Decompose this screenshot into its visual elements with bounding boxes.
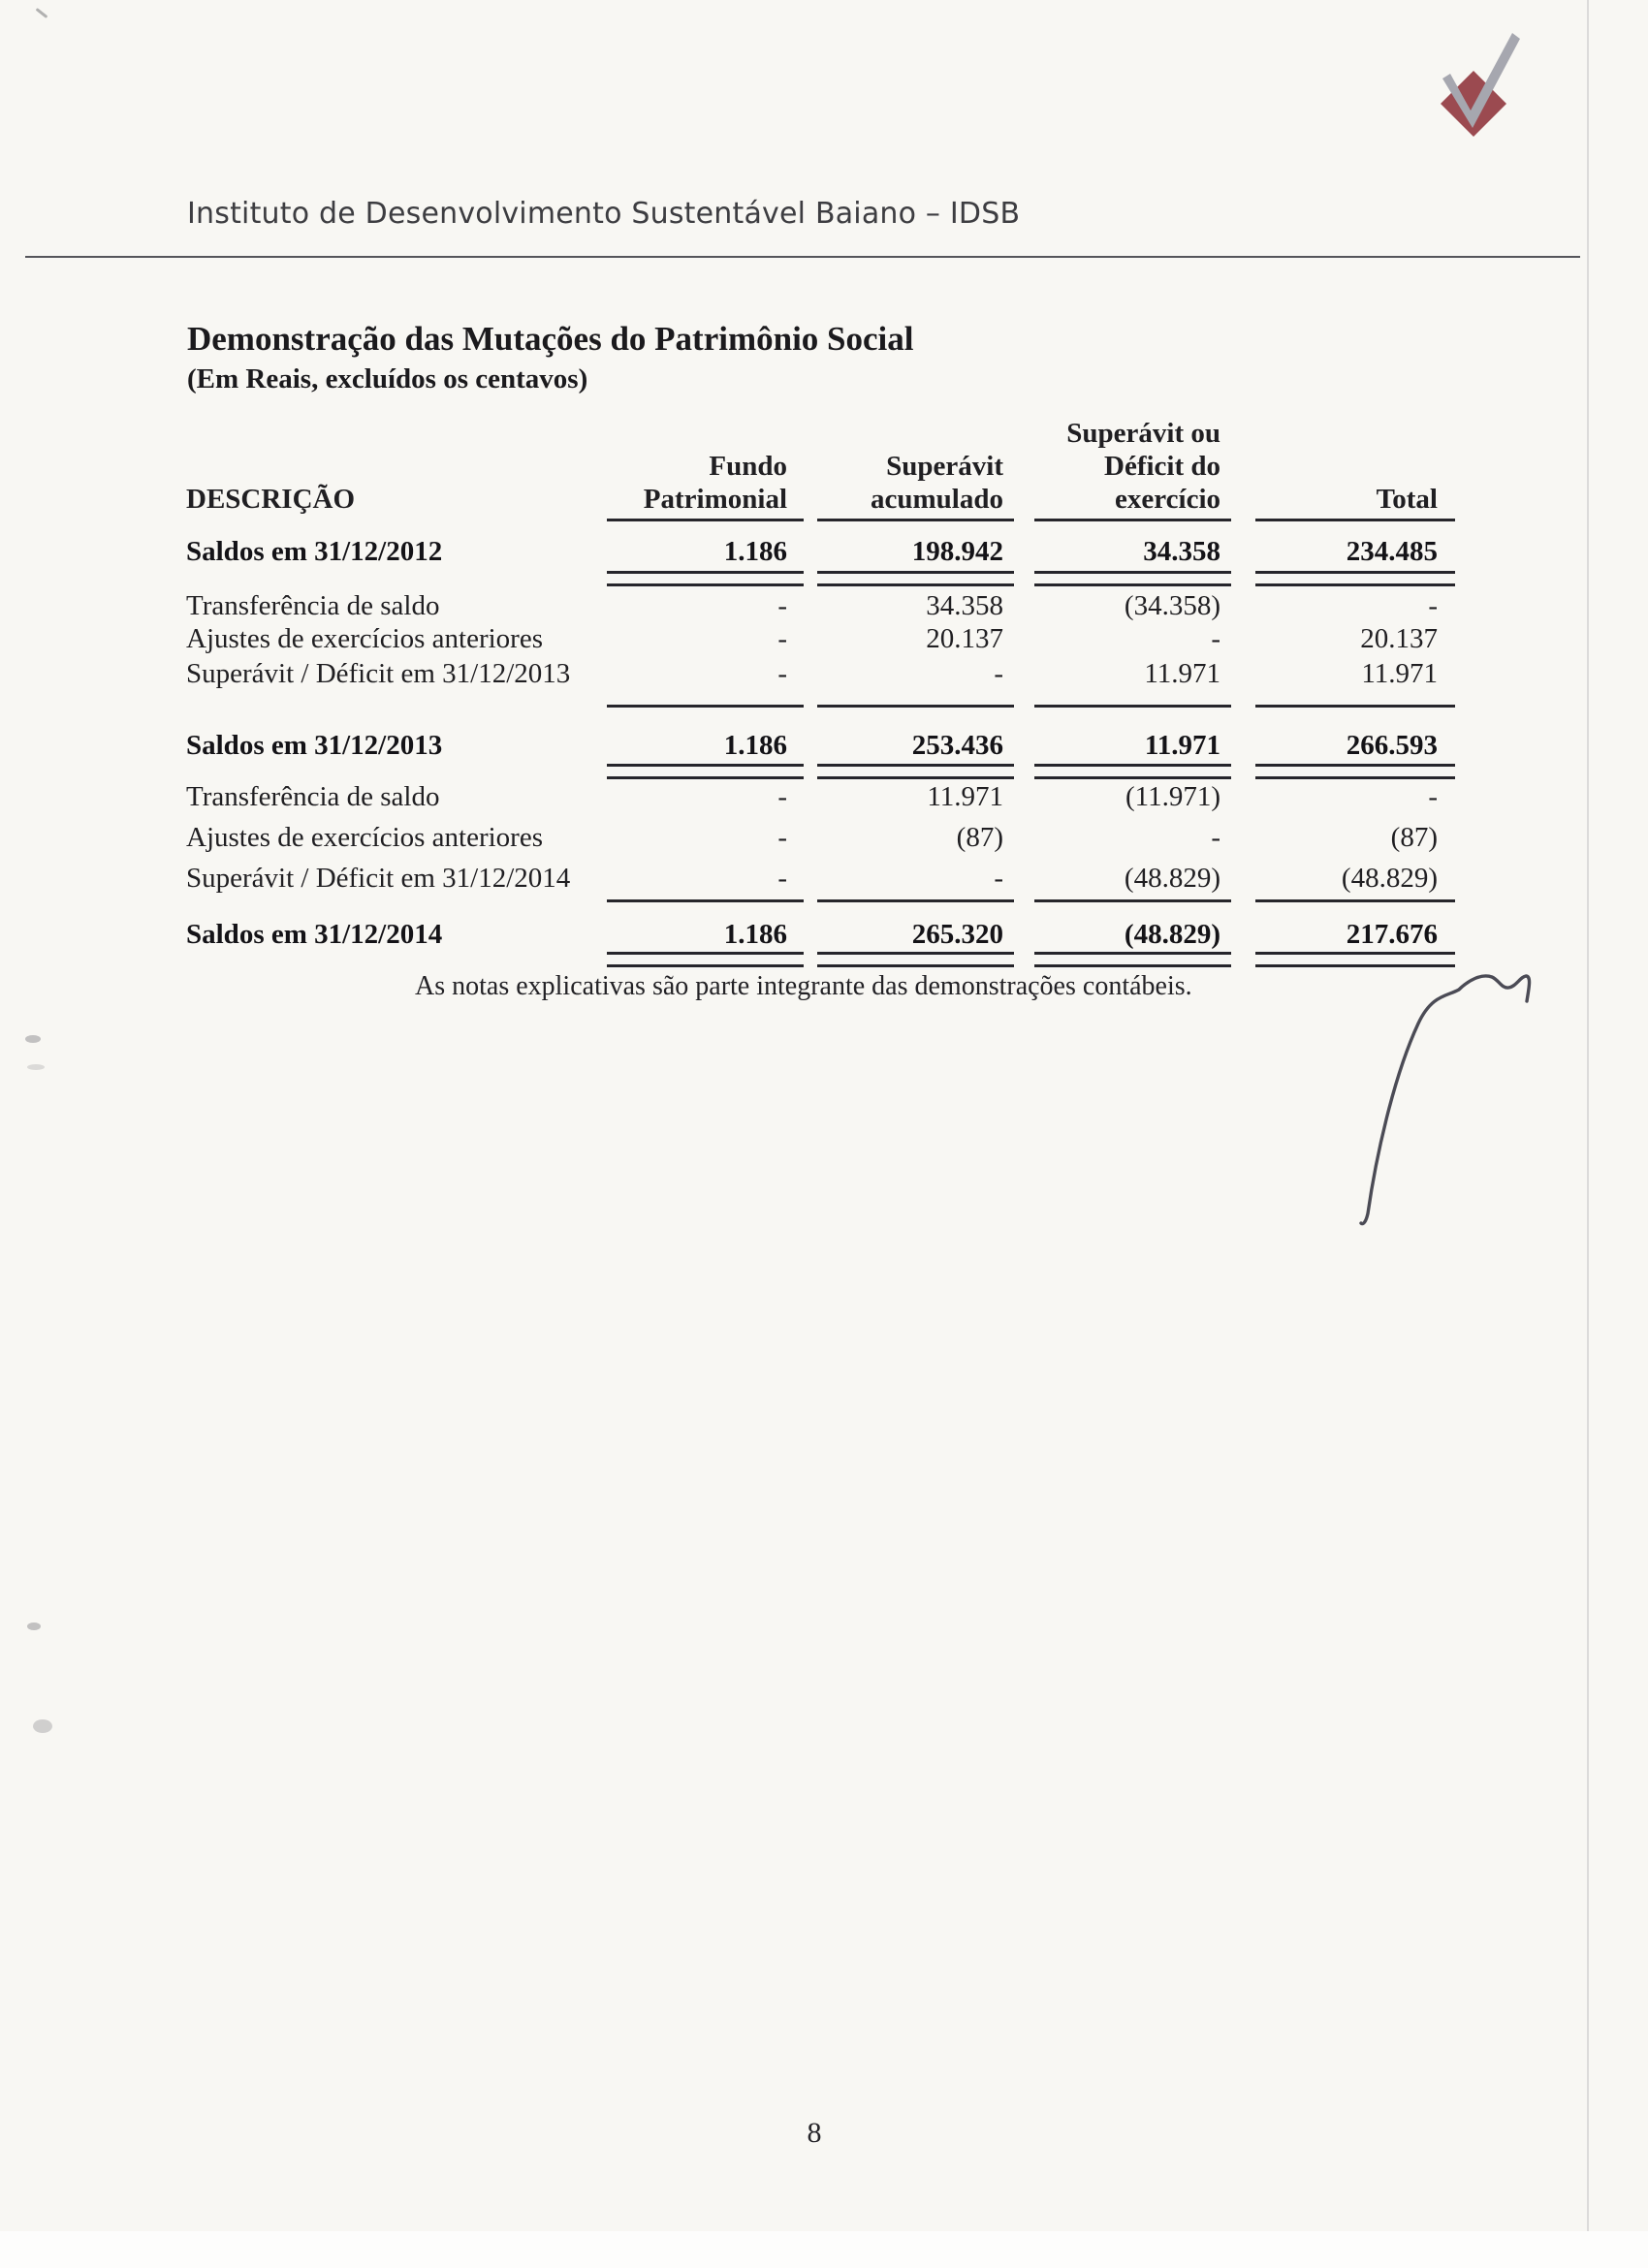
doc-title: Demonstração das Mutações do Patrimônio Social: [187, 320, 914, 358]
cell-superavit-exercicio: 34.358: [1143, 536, 1220, 567]
single-rule-row: [186, 899, 1455, 905]
doc-subtitle: (Em Reais, excluídos os centavos): [187, 363, 588, 394]
single-rule-row: [186, 705, 1455, 710]
cell-total: -: [1428, 590, 1438, 621]
cell-description: Superávit / Déficit em 31/12/2014: [186, 863, 571, 894]
table-row: [186, 861, 1455, 894]
cell-superavit-exercicio: 11.971: [1144, 730, 1220, 761]
table-row: [186, 532, 1455, 567]
cell-total: 11.971: [1361, 658, 1438, 689]
cell-fundo-patrimonial: 1.186: [723, 730, 787, 761]
cell-fundo-patrimonial: 1.186: [723, 919, 787, 950]
cell-superavit-acumulado: 198.942: [911, 536, 1003, 567]
cell-total: 234.485: [1346, 536, 1438, 567]
col-header-fundo-patrimonial: Fundo Patrimonial: [643, 451, 787, 515]
cell-superavit-exercicio: (48.829): [1124, 919, 1220, 950]
scan-smudge: [27, 1622, 41, 1630]
cell-superavit-acumulado: -: [994, 863, 1003, 894]
footnote: As notas explicativas são parte integrante das demonstrações contábeis.: [415, 971, 1192, 1001]
org-name: Instituto de Desenvolvimento Sustentável Baiano – IDSB: [187, 197, 1021, 231]
cell-superavit-acumulado: (87): [956, 822, 1003, 853]
col-header-total: Total: [1376, 484, 1438, 515]
cell-superavit-exercicio: -: [1211, 822, 1220, 853]
cell-superavit-acumulado: 20.137: [926, 623, 1003, 654]
cell-description: Superávit / Déficit em 31/12/2013: [186, 658, 571, 689]
cell-fundo-patrimonial: -: [777, 781, 787, 812]
cell-superavit-acumulado: 253.436: [911, 730, 1003, 761]
header-underline-row: [186, 519, 1455, 524]
col-header-descricao: DESCRIÇÃO: [186, 484, 356, 515]
table-row: [186, 820, 1455, 853]
cell-fundo-patrimonial: -: [777, 658, 787, 689]
cell-fundo-patrimonial: -: [777, 590, 787, 621]
cell-total: 217.676: [1346, 919, 1438, 950]
cell-description: Transferência de saldo: [186, 781, 440, 812]
cell-total: (48.829): [1341, 863, 1438, 894]
cell-total: 20.137: [1360, 623, 1438, 654]
table-header-row: [186, 407, 1455, 516]
cell-superavit-acumulado: -: [994, 658, 1003, 689]
header-rule: [25, 256, 1580, 258]
scan-bottom-edge: [0, 2231, 1648, 2268]
logo-checkmark-icon: [1423, 27, 1530, 143]
cell-superavit-exercicio: -: [1211, 623, 1220, 654]
table-row: [186, 621, 1455, 654]
scan-smudge: [25, 1035, 41, 1043]
cell-description: Ajustes de exercícios anteriores: [186, 822, 543, 853]
table-row: [186, 654, 1455, 689]
cell-total: -: [1428, 781, 1438, 812]
table-row: [186, 722, 1455, 761]
cell-description: Saldos em 31/12/2012: [186, 536, 443, 567]
cell-superavit-acumulado: 11.971: [927, 781, 1003, 812]
cell-superavit-exercicio: (11.971): [1125, 781, 1220, 812]
double-rule-row: [186, 952, 1455, 967]
scan-smudge: [27, 1064, 45, 1070]
page-number: 8: [807, 2117, 822, 2149]
col-header-superavit-exercicio: Superávit ou Déficit do exercício: [1066, 418, 1220, 515]
cell-superavit-exercicio: (48.829): [1124, 863, 1220, 894]
scan-edge-line: [1587, 0, 1589, 2268]
cell-total: (87): [1390, 822, 1438, 853]
table-row: [186, 588, 1455, 621]
cell-description: Transferência de saldo: [186, 590, 440, 621]
table-row: [186, 781, 1455, 812]
double-rule-row: [186, 764, 1455, 779]
double-rule-row: [186, 571, 1455, 586]
cell-fundo-patrimonial: -: [777, 822, 787, 853]
cell-fundo-patrimonial: -: [777, 623, 787, 654]
statement-table: [186, 407, 1455, 967]
table-row: [186, 913, 1455, 950]
cell-superavit-acumulado: 265.320: [911, 919, 1003, 950]
cell-superavit-exercicio: (34.358): [1124, 590, 1220, 621]
scan-mark: [36, 8, 48, 18]
cell-fundo-patrimonial: 1.186: [723, 536, 787, 567]
col-header-superavit-acumulado: Superávit acumulado: [871, 451, 1003, 515]
idsb-logo: [1423, 27, 1530, 143]
cell-total: 266.593: [1346, 730, 1438, 761]
cell-fundo-patrimonial: -: [777, 863, 787, 894]
cell-superavit-exercicio: 11.971: [1144, 658, 1220, 689]
cell-description: Ajustes de exercícios anteriores: [186, 623, 543, 654]
cell-description: Saldos em 31/12/2014: [186, 919, 443, 950]
cell-superavit-acumulado: 34.358: [926, 590, 1003, 621]
cell-description: Saldos em 31/12/2013: [186, 730, 443, 761]
scan-smudge: [33, 1719, 52, 1733]
